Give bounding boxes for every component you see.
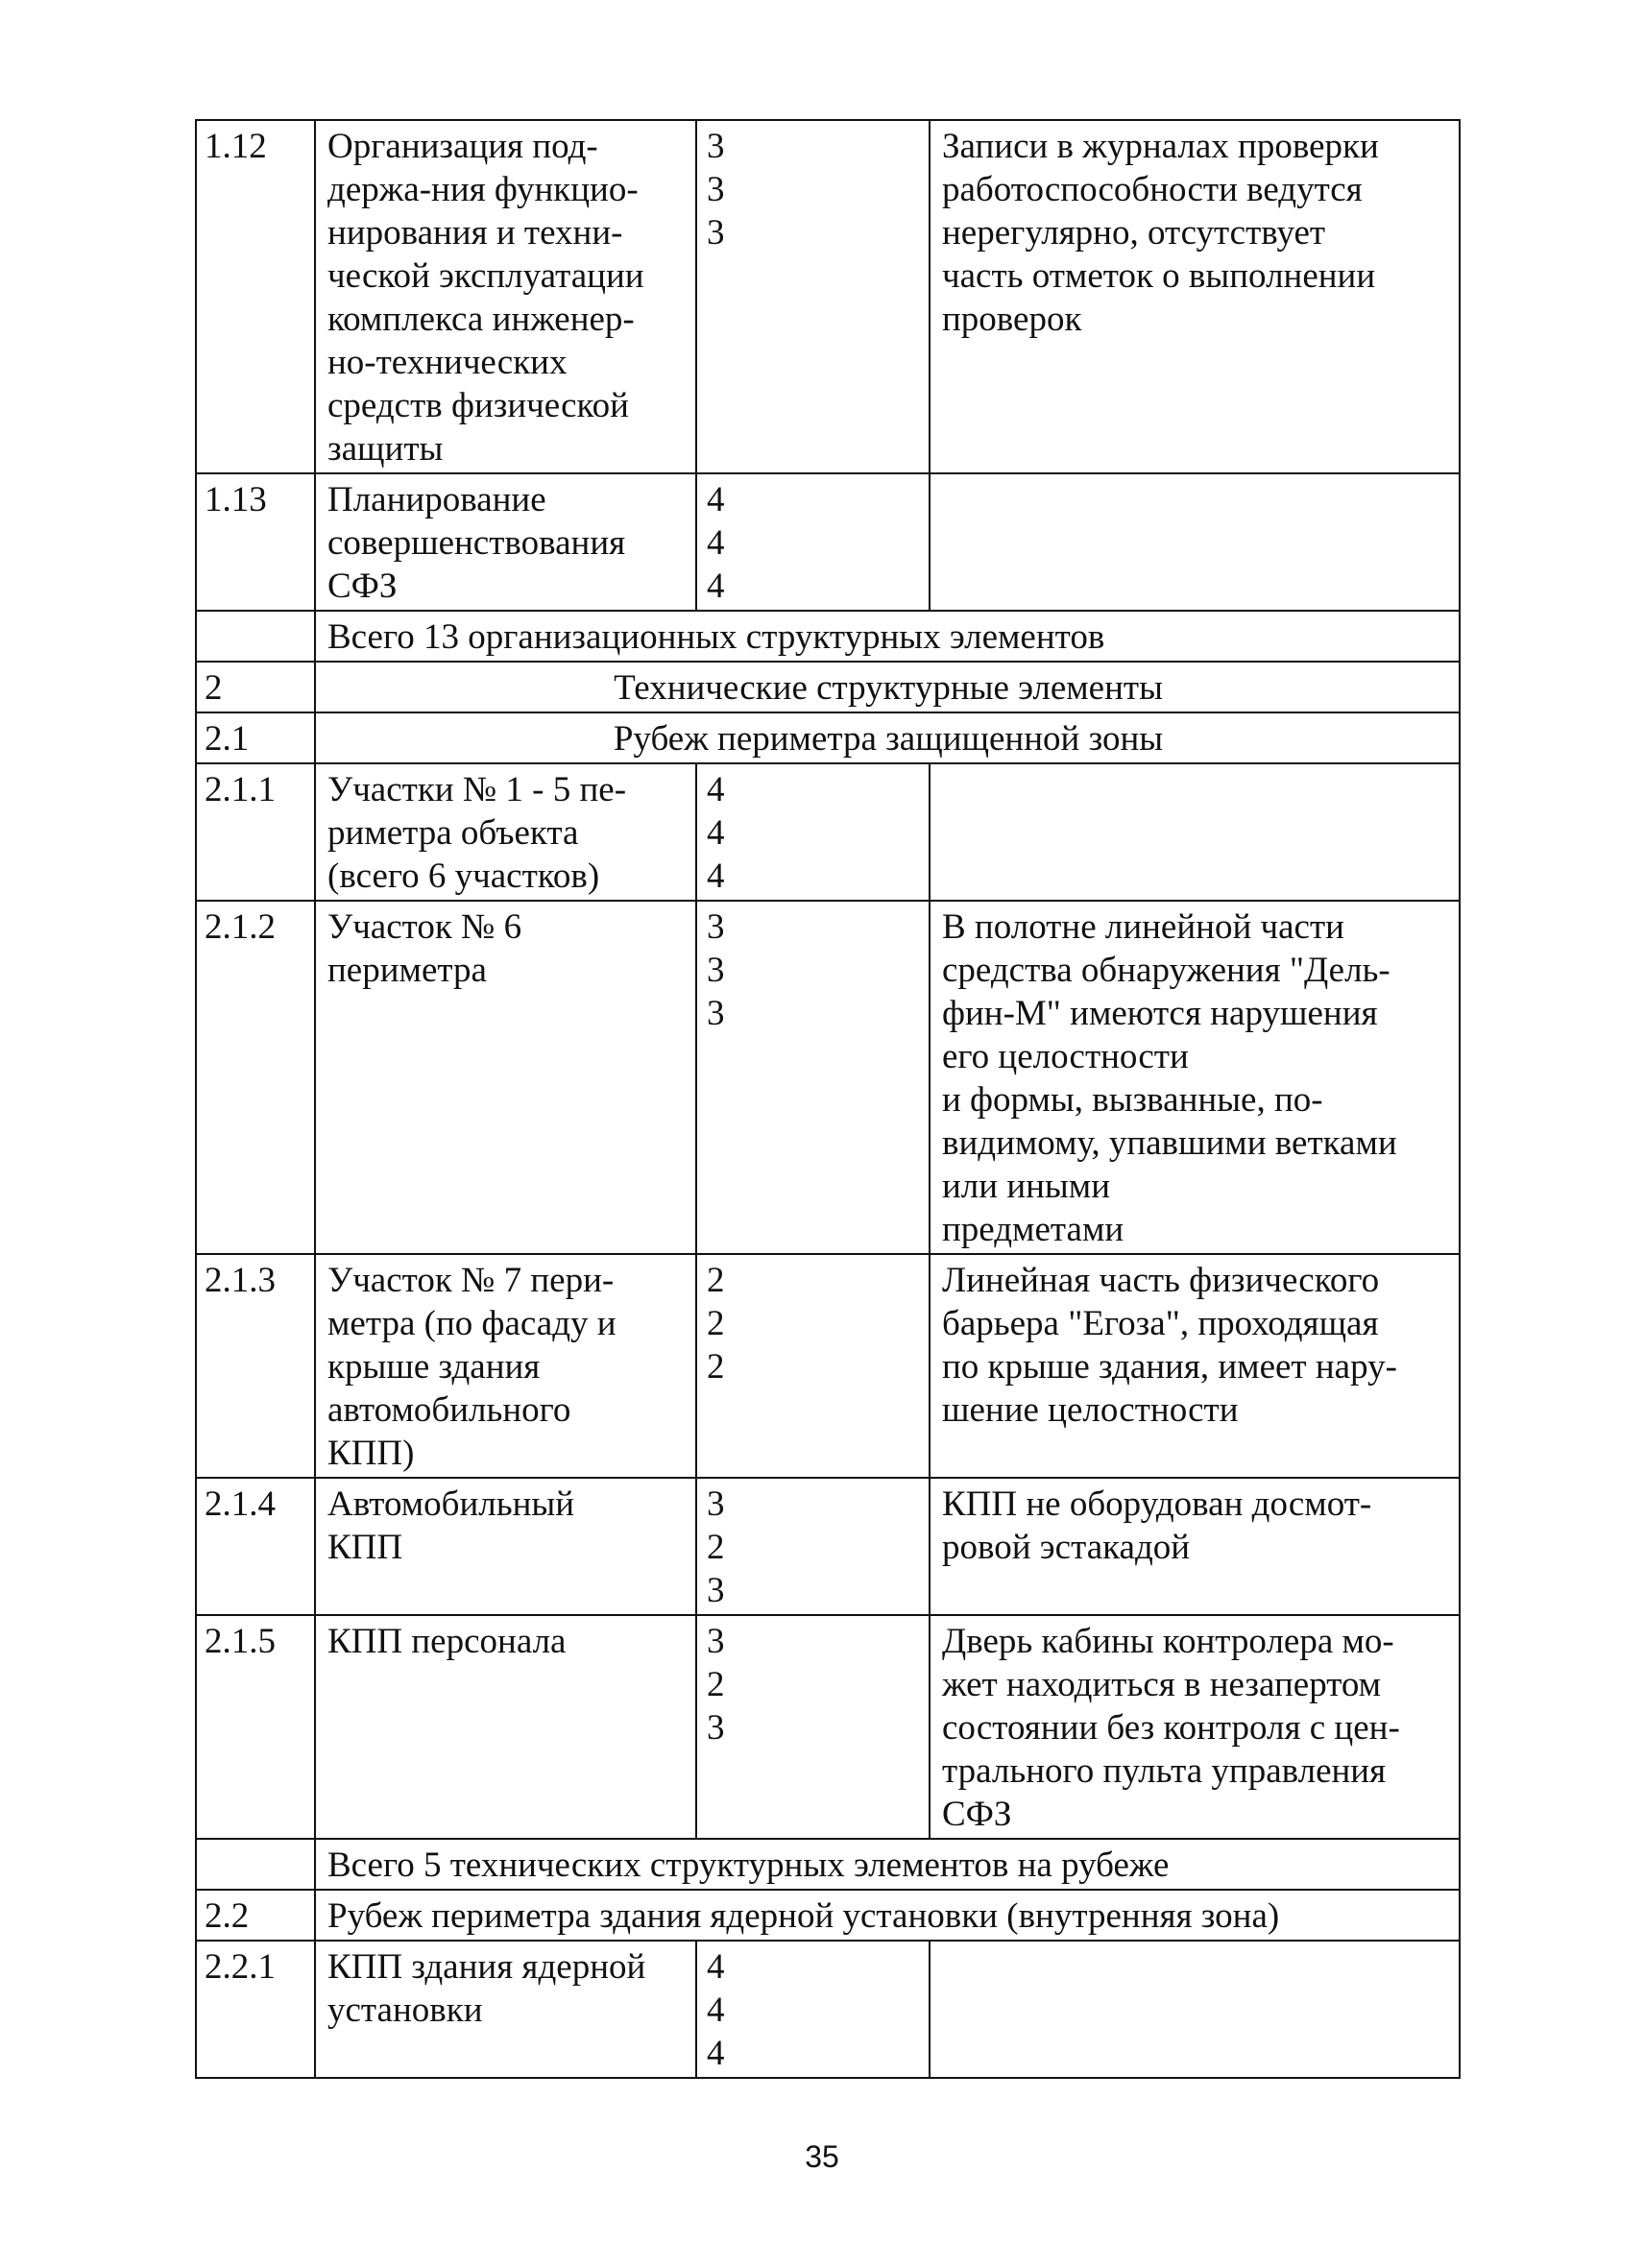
text-line: 3 — [707, 1622, 725, 1661]
text-line: Дверь кабины контролера мо- — [942, 1622, 1394, 1661]
text-line: 4 — [707, 567, 725, 606]
text-line: метра (по фасаду и — [327, 1304, 616, 1343]
note-cell — [930, 473, 1460, 611]
ratings-cell — [696, 763, 930, 901]
note-cell — [930, 763, 1460, 901]
note-cell — [930, 1941, 1460, 2078]
section-title: Рубеж периметра здания ядерной установки (внутренняя зона) — [315, 1890, 1460, 1941]
text-line: Автомобильный — [327, 1484, 575, 1524]
ratings-cell — [696, 1941, 930, 2078]
text-line: 3 — [707, 951, 725, 990]
element-name — [315, 1941, 696, 2078]
text-line: 4 — [707, 813, 725, 853]
text-line: Организация под- — [327, 127, 598, 166]
summary-row — [196, 1839, 1460, 1890]
text-line: ровой эстакадой — [942, 1528, 1191, 1567]
text-line: 3 — [707, 170, 725, 209]
text-line: работоспособности ведутся — [942, 170, 1363, 209]
text-line: ческой эксплуатации — [327, 256, 644, 296]
table-row — [196, 763, 1460, 901]
text-line: (всего 6 участков) — [327, 857, 600, 896]
text-line: КПП не оборудован досмот- — [942, 1484, 1372, 1524]
row-number — [196, 1839, 315, 1890]
row-number: 2.1.5 — [196, 1615, 315, 1839]
element-name — [315, 1254, 696, 1478]
element-name — [315, 763, 696, 901]
text-line: Записи в журналах проверки — [942, 127, 1379, 166]
text-line: средства обнаружения "Дель- — [942, 951, 1390, 990]
text-line: 3 — [707, 213, 725, 253]
table-row — [196, 473, 1460, 611]
ratings-cell — [696, 1254, 930, 1478]
page-number: 35 — [805, 2139, 839, 2174]
text-line: 2 — [707, 1528, 725, 1567]
text-line: 4 — [707, 2034, 725, 2073]
row-number: 2.1.1 — [196, 763, 315, 901]
element-name — [315, 473, 696, 611]
row-number — [196, 611, 315, 662]
text-line: Участок № 7 пери- — [327, 1261, 615, 1300]
text-line: барьера "Егоза", проходящая — [942, 1304, 1379, 1343]
ratings-cell — [696, 120, 930, 473]
note-cell — [930, 901, 1460, 1254]
element-name — [315, 1478, 696, 1615]
text-line: Участки № 1 - 5 пе- — [327, 770, 627, 809]
text-line: СФЗ — [942, 1795, 1012, 1834]
text-line: КПП) — [327, 1434, 415, 1473]
section-row — [196, 1890, 1460, 1941]
text-line: предметами — [942, 1210, 1124, 1249]
assessment-table — [195, 119, 1461, 2079]
text-line: КПП здания ядерной — [327, 1947, 646, 1987]
row-number: 2.1.4 — [196, 1478, 315, 1615]
table-row — [196, 1254, 1460, 1478]
element-name — [315, 901, 696, 1254]
text-line: СФЗ — [327, 567, 398, 606]
section-title: Технические структурные элементы — [315, 662, 1460, 712]
text-line: 4 — [707, 1947, 725, 1987]
row-number: 1.12 — [196, 120, 315, 473]
summary-text: Всего 13 организационных структурных элементов — [315, 611, 1460, 662]
text-line: установки — [327, 1991, 483, 2030]
text-line: 3 — [707, 1708, 725, 1748]
table-row — [196, 901, 1460, 1254]
text-line: трального пульта управления — [942, 1751, 1387, 1791]
text-line: крыше здания — [327, 1347, 541, 1387]
section-title: Рубеж периметра защищенной зоны — [315, 712, 1460, 763]
text-line: Линейная часть физического — [942, 1261, 1380, 1300]
text-line: комплекса инженер- — [327, 300, 635, 339]
text-line: жет находиться в незапертом — [942, 1665, 1382, 1704]
text-line: фин-М" имеются нарушения — [942, 994, 1378, 1033]
text-line: по крыше здания, имеет нару- — [942, 1347, 1397, 1387]
text-line: нирования и техни- — [327, 213, 623, 253]
row-number: 1.13 — [196, 473, 315, 611]
row-number: 2.1.2 — [196, 901, 315, 1254]
ratings-cell — [696, 1615, 930, 1839]
row-number: 2.1.3 — [196, 1254, 315, 1478]
text-line: 4 — [707, 770, 725, 809]
text-line: 3 — [707, 994, 725, 1033]
text-line: 4 — [707, 523, 725, 563]
row-number: 2.2.1 — [196, 1941, 315, 2078]
row-number: 2.2 — [196, 1890, 315, 1941]
text-line: 2 — [707, 1261, 725, 1300]
summary-row — [196, 611, 1460, 662]
note-cell — [930, 1615, 1460, 1839]
text-line: 3 — [707, 127, 725, 166]
text-line: 2 — [707, 1304, 725, 1343]
text-line: его целостности — [942, 1037, 1189, 1076]
text-line: состоянии без контроля с цен- — [942, 1708, 1400, 1748]
text-line: 4 — [707, 857, 725, 896]
table-body — [196, 120, 1460, 2078]
text-line: Участок № 6 — [327, 907, 522, 947]
section-row — [196, 662, 1460, 712]
text-line: автомобильного — [327, 1390, 571, 1430]
note-cell — [930, 120, 1460, 473]
text-line: 4 — [707, 480, 725, 519]
text-line: В полотне линейной части — [942, 907, 1344, 947]
text-line: Планирование — [327, 480, 546, 519]
text-line: но-технических — [327, 343, 568, 382]
row-number: 2 — [196, 662, 315, 712]
text-line: держа-ния функцио- — [327, 170, 639, 209]
text-line: или иными — [942, 1167, 1110, 1206]
text-line: средств физической — [327, 386, 629, 425]
table-row — [196, 120, 1460, 473]
text-line: защиты — [327, 429, 444, 469]
text-line: 2 — [707, 1665, 725, 1704]
ratings-cell — [696, 1478, 930, 1615]
text-line: периметра — [327, 951, 487, 990]
text-line: часть отметок о выполнении — [942, 256, 1376, 296]
ratings-cell — [696, 473, 930, 611]
text-line: 3 — [707, 907, 725, 947]
summary-text: Всего 5 технических структурных элементов на рубеже — [315, 1839, 1460, 1890]
text-line: КПП персонала — [327, 1622, 567, 1661]
element-name — [315, 1615, 696, 1839]
text-line: и формы, вызванные, по- — [942, 1080, 1323, 1120]
text-line: 3 — [707, 1571, 725, 1610]
table-row — [196, 1478, 1460, 1615]
text-line: 3 — [707, 1484, 725, 1524]
element-name — [315, 120, 696, 473]
text-line: 4 — [707, 1991, 725, 2030]
text-line: шение целостности — [942, 1390, 1239, 1430]
text-line: совершенствования — [327, 523, 626, 563]
text-line: 2 — [707, 1347, 725, 1387]
text-line: нерегулярно, отсутствует — [942, 213, 1326, 253]
text-line: проверок — [942, 300, 1082, 339]
note-cell — [930, 1478, 1460, 1615]
table-row — [196, 1941, 1460, 2078]
text-line: риметра объекта — [327, 813, 579, 853]
note-cell — [930, 1254, 1460, 1478]
section-row — [196, 712, 1460, 763]
text-line: видимому, упавшими ветками — [942, 1123, 1397, 1163]
table-row — [196, 1615, 1460, 1839]
ratings-cell — [696, 901, 930, 1254]
row-number: 2.1 — [196, 712, 315, 763]
text-line: КПП — [327, 1528, 403, 1567]
